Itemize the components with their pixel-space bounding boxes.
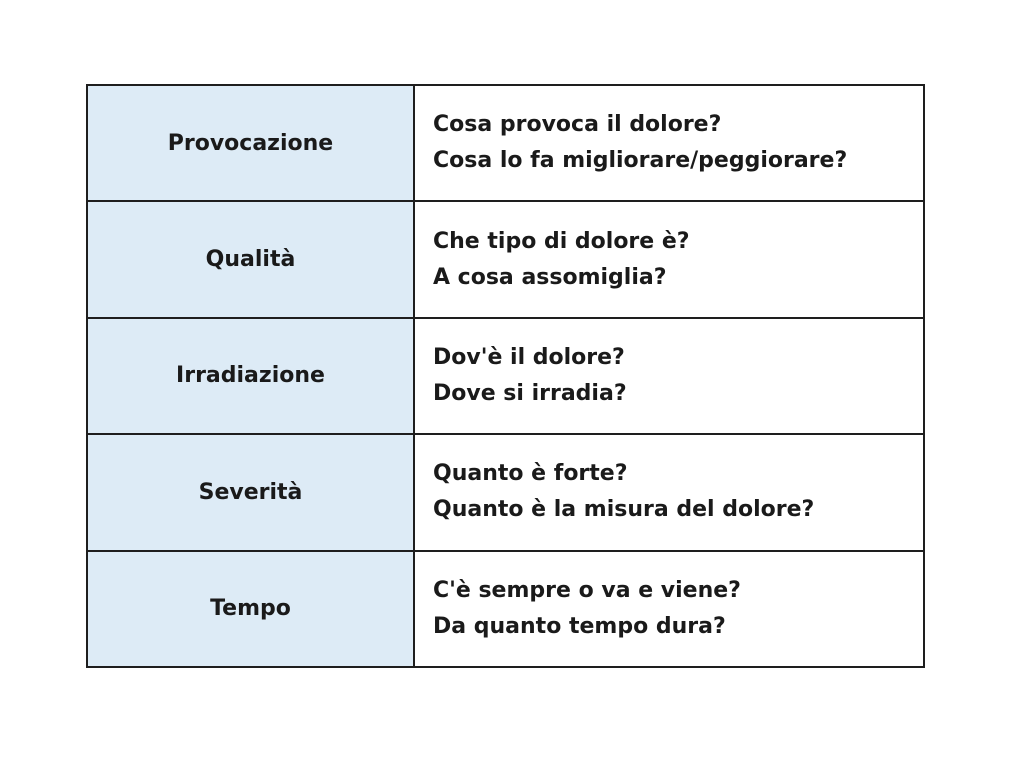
row-label-qualita: Qualità <box>87 201 414 317</box>
question-text: Quanto è la misura del dolore? <box>433 497 815 523</box>
table-row <box>87 318 924 434</box>
table-row <box>87 434 924 550</box>
table-row <box>87 85 924 201</box>
question-text: Che tipo di dolore è? <box>433 228 690 254</box>
row-questions-severita <box>414 434 924 550</box>
row-label-tempo: Tempo <box>87 551 414 667</box>
table-row <box>87 551 924 667</box>
question-text: Dove si irradia? <box>433 380 627 406</box>
table-row <box>87 201 924 317</box>
question-text: Da quanto tempo dura? <box>433 613 726 639</box>
row-questions-irradiazione <box>414 318 924 434</box>
row-questions-qualita <box>414 201 924 317</box>
question-text: Dov'è il dolore? <box>433 344 625 370</box>
row-label-provocazione: Provocazione <box>87 85 414 201</box>
question-text: Cosa lo fa migliorare/peggiorare? <box>433 148 848 174</box>
question-text: Cosa provoca il dolore? <box>433 112 722 138</box>
question-text: C'è sempre o va e viene? <box>433 577 741 603</box>
row-questions-provocazione <box>414 85 924 201</box>
row-questions-tempo <box>414 551 924 667</box>
question-text: A cosa assomiglia? <box>433 264 667 290</box>
row-label-severita: Severità <box>87 434 414 550</box>
row-label-irradiazione: Irradiazione <box>87 318 414 434</box>
pain-assessment-table <box>86 84 925 668</box>
question-text: Quanto è forte? <box>433 461 628 487</box>
